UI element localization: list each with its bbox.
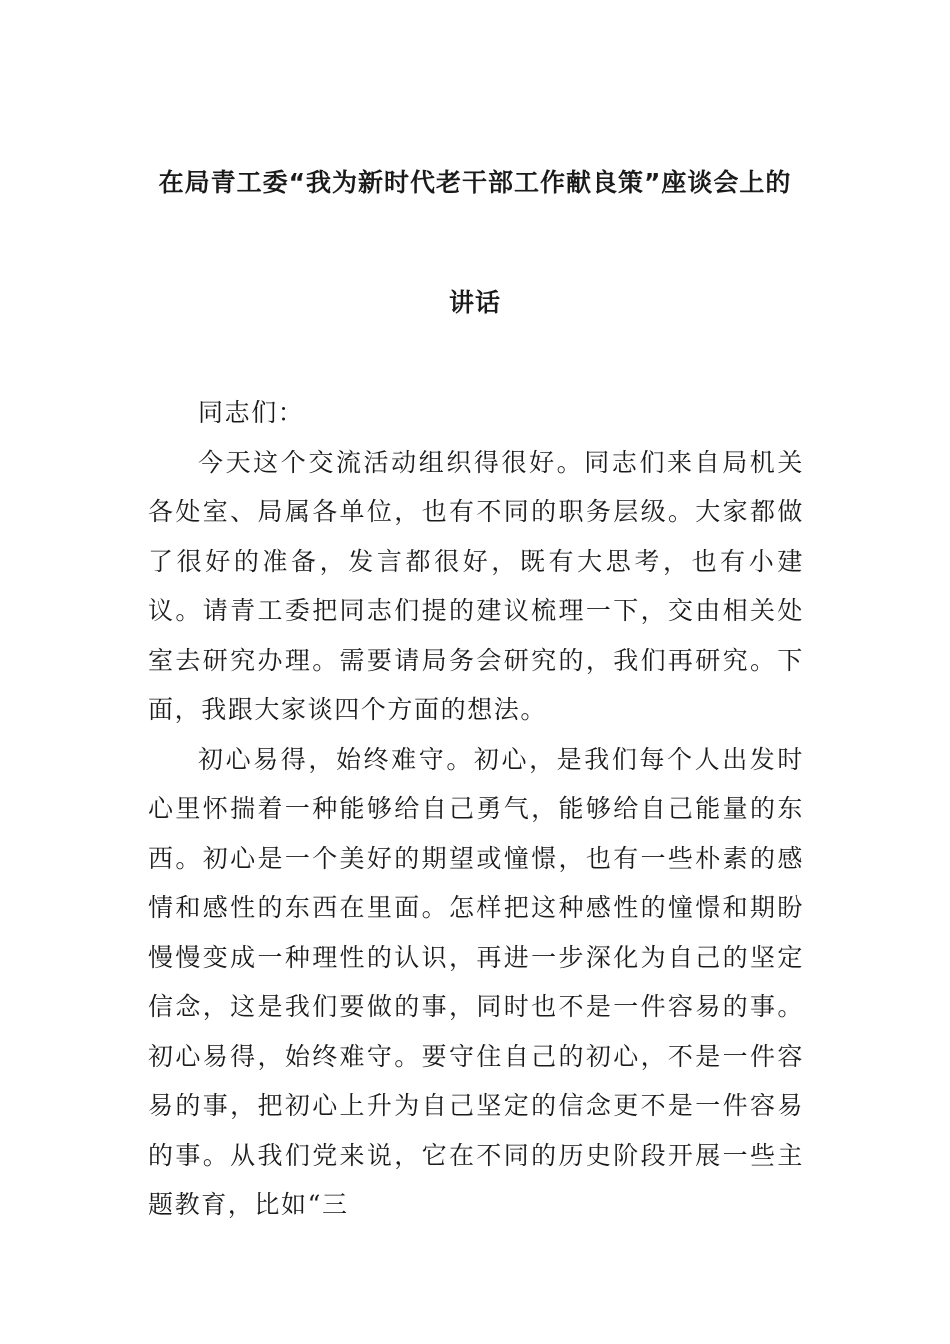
paragraph-original-aspiration: 初心易得，始终难守。初心，是我们每个人出发时心里怀揣着一种能够给自己勇气，能够给自己能量的东西。初心是一个美好的期望或憧憬，也有一些朴素的感情和感性的东西在里面。怎样把这种感性的憧憬和期盼慢慢变成一种理性的认识，再进一步深化为自己的坚定信念，这是我们要做的事，同时也不是一件容易的事。初心易得，始终难守。要守住自己的初心，不是一件容易的事，把初心上升为自己坚定的信念更不是一件容易的事。从我们党来说，它在不同的历史阶段开展一些主题教育，比如“三	[148, 744, 804, 1219]
paragraph-opening: 今天这个交流活动组织得很好。同志们来自局机关各处室、局属各单位，也有不同的职务层级。大家都做了很好的准备，发言都很好，既有大思考，也有小建议。请青工委把同志们提的建议梳理一下，交由相关处室去研究办理。需要请局务会研究的，我们再研究。下面，我跟大家谈四个方面的想法。	[148, 447, 804, 724]
document-body	[148, 388, 804, 1230]
salutation: 同志们：	[198, 398, 305, 427]
document-title-line-2: 讲话	[448, 288, 501, 317]
document-title-line-1: 在局青工委“我为新时代老干部工作献良策”座谈会上的	[158, 168, 792, 197]
